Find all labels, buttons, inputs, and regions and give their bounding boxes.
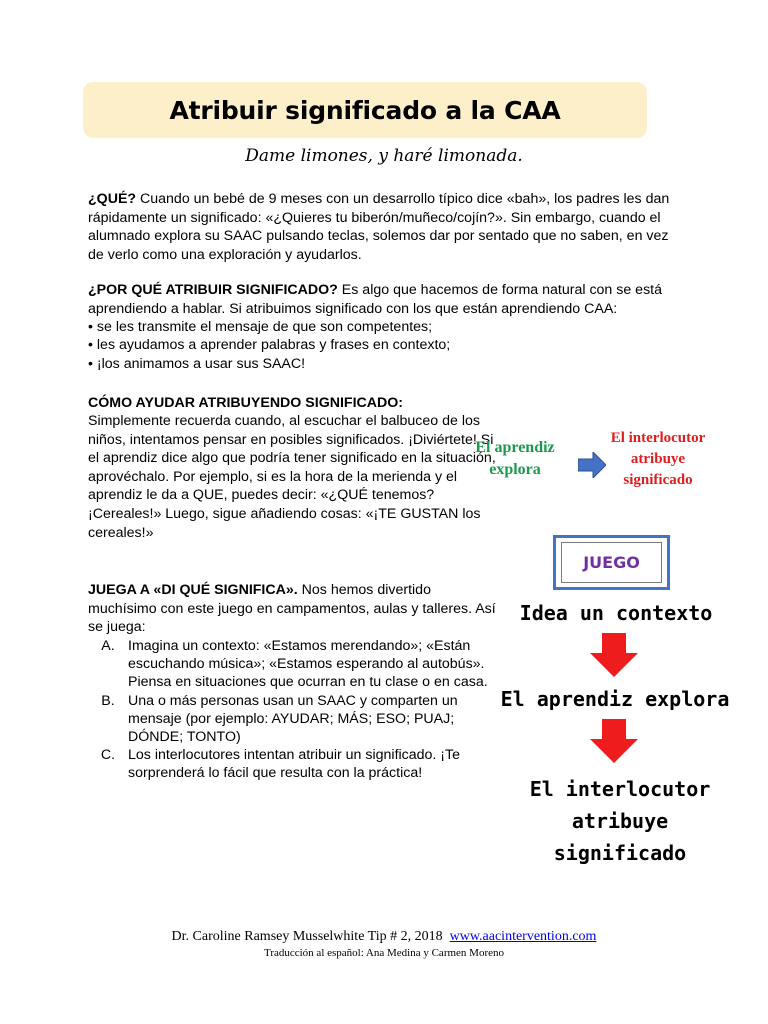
game-steps-list — [88, 637, 508, 783]
bullet-item: • les ayudamos a aprender palabras y frases en contexto; — [88, 337, 451, 354]
step-learner-explores: El aprendiz explora — [500, 687, 730, 711]
como-text: Simplemente recuerda cuando, al escuchar el balbuceo de los niños, intentamos pensar en posibles significados. ¡Diviértete! Si el aprendiz dice algo que podría tener significado en la situación, aprovéchalo. Por ejemplo, si es la hora de la merienda y el aprendiz le da a QUE, puedes decir: «¿QUÉ tenemos? ¡Cereales!» Luego, sigue añadiendo cosas: «¡TE GUSTAN los cereales!» — [88, 413, 496, 541]
title-banner — [83, 82, 647, 138]
juega-paragraph — [88, 581, 498, 637]
list-item: C. Los interlocutores intentan atribuir un significado. ¡Te sorprenderá lo fácil que resulta con la práctica! — [100, 747, 461, 782]
list-item: A. Imagina un contexto: «Estamos merendando»; «Están escuchando música»; «Estamos esperando al autobús». Piensa en situaciones que ocurran en tu clase o en casa. — [101, 638, 488, 691]
step-partner-attributes: El interlocutor atribuye significado — [529, 777, 711, 865]
como-heading: CÓMO AYUDAR ATRIBUYENDO SIGNIFICADO: — [88, 395, 404, 411]
bullet-item: • se les transmite el mensaje de que son competentes; — [88, 319, 433, 335]
que-text: Cuando un bebé de 9 meses con un desarrollo típico dice «bah», los padres les dan rápidamente un significado: «¿Quieres tu biberón/muñeco/cojín?». Sin embargo, cuando el alumnado explora su SAAC pulsando teclas, solemos dar por sentado que no saben, en vez de verlo como una exploración y ayudarlos. — [88, 191, 670, 263]
footer-credit: Dr. Caroline Ramsey Musselwhite Tip # 2, 2018 www.aacintervention.com — [171, 929, 597, 944]
bullet-item: • ¡los animamos a usar sus SAAC! — [88, 355, 306, 372]
down-arrow-icon — [590, 633, 638, 677]
flow-learner-explores: El aprendiz explora — [475, 439, 555, 478]
footer-link[interactable]: www.aacintervention.com — [449, 929, 597, 944]
step-idea-context: Idea un contexto — [519, 601, 713, 625]
porque-bullets — [88, 318, 688, 373]
juega-label: JUEGA A «DI QUÉ SIGNIFICA». — [88, 582, 298, 598]
porque-label: ¿POR QUÉ ATRIBUIR SIGNIFICADO? — [88, 282, 338, 298]
down-arrow-icon — [590, 719, 638, 763]
list-item: B. Una o más personas usan un SAAC y comparten un mensaje (por ejemplo: AYUDAR; MÁS; ESO; PUAJ; DÓNDE; TONTO) — [101, 692, 458, 746]
que-paragraph — [88, 190, 688, 264]
que-label: ¿QUÉ? — [88, 191, 137, 207]
porque-text: Es algo que hacemos de forma natural con se está aprendiendo a hablar. Si atribuimos significado con los que están aprendiendo CAA: — [88, 282, 662, 317]
juego-badge — [553, 535, 670, 590]
porque-paragraph — [88, 281, 692, 318]
footer-translation: Traducción al español: Ana Medina y Carmen Moreno — [263, 947, 504, 959]
page-title: Atribuir significado a la CAA — [169, 95, 561, 125]
page-subtitle: Dame limones, y haré limonada. — [245, 146, 523, 166]
flow-partner-attributes: El interlocutor atribuye significado — [610, 430, 706, 488]
juega-text: Nos hemos divertido muchísimo con este juego en campamentos, aulas y talleres. Así se juega: — [88, 582, 496, 636]
juego-badge-label: JUEGO — [561, 542, 662, 583]
